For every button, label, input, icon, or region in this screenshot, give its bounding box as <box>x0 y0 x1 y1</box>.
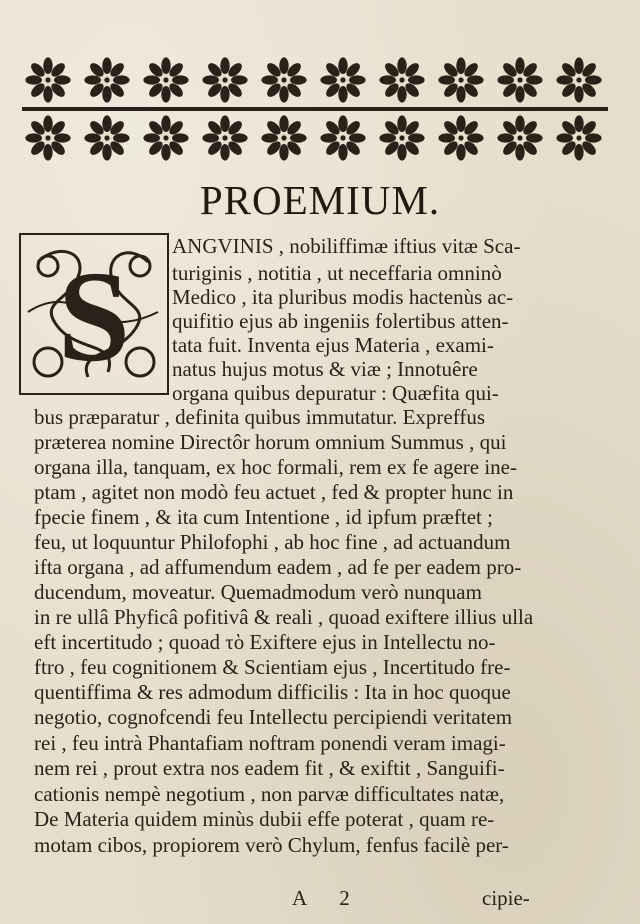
text-line: organa quibus depuratur : Quæfita qui- <box>172 381 499 405</box>
text-line: organa illa, tanquam, ex hoc formali, rem ex fe agere ine- <box>34 455 517 479</box>
text-line: De Materia quidem minùs dubii effe poterat , quam re- <box>34 807 495 831</box>
text-line: quifitio ejus ab ingeniis folertibus atten- <box>172 309 509 333</box>
text-line: ftro , feu cognitionem & Scientiam ejus , Incertitudo fre- <box>34 655 511 679</box>
page-title: PROEMIUM. <box>199 177 441 223</box>
text-line: tata fuit. Inventa ejus Materia , exami- <box>172 333 494 357</box>
floral-headpiece-icon <box>18 50 612 168</box>
catchword: cipie- <box>482 886 530 910</box>
decorated-initial-s-icon <box>18 232 170 396</box>
text-line: rei , feu intrà Phantafiam noftram ponendi veram imagi- <box>34 731 506 755</box>
initial-letter: S <box>57 245 131 389</box>
text-line: motam cibos, propiorem verò Chylum, fenfus facilè per- <box>34 833 509 857</box>
text-line: bus præparatur , definita quibus immutatur. Expreffus <box>34 405 486 429</box>
text-line: in re ullâ Phyficâ pofitivâ & reali , quoad exiftere illius ulla <box>34 605 534 629</box>
text-line: ducendum, moveatur. Quemadmodum verò nunquam <box>34 580 482 604</box>
text-line: ptam , agitet non modò feu actuet , fed & propter hunc in <box>34 480 514 504</box>
text-line: fpecie finem , & ita cum Intentione , id ipfum præftet ; <box>34 505 493 529</box>
text-line: negotio, cognofcendi feu Intellectu percipiendi veritatem <box>34 705 513 729</box>
text-line: eft incertitudo ; quoad τὸ Exiftere ejus in Intellectu no- <box>34 630 496 654</box>
text-line: cationis nempè negotium , non parvæ difficultates natæ, <box>34 782 505 806</box>
text-line: præterea nomine Directôr horum omnium Summus , qui <box>34 430 507 454</box>
signature-mark: A 2 <box>292 886 364 910</box>
text-line: quentiffima & res admodum difficilis : Ita in hoc quoque <box>34 680 511 704</box>
text-line: ifta organa , ad affumendum eadem , ad fe per eadem pro- <box>34 555 522 579</box>
text-line: Medico , ita pluribus modis hactenùs ac- <box>172 285 514 309</box>
text-line: feu, ut loquuntur Philofophi , ab hoc fine , ad actuandum <box>34 530 511 554</box>
text-line: natus hujus motus & viæ ; Innotuêre <box>172 357 478 381</box>
text-line: turiginis , notitia , ut neceffaria omninò <box>172 261 502 285</box>
text-line: nem rei , prout extra nos eadem fit , & exiftit , Sanguifi- <box>34 756 505 780</box>
text-line: ANGVINIS , nobiliffimæ iftius vitæ Sca- <box>172 234 521 258</box>
page-footer <box>0 886 640 916</box>
